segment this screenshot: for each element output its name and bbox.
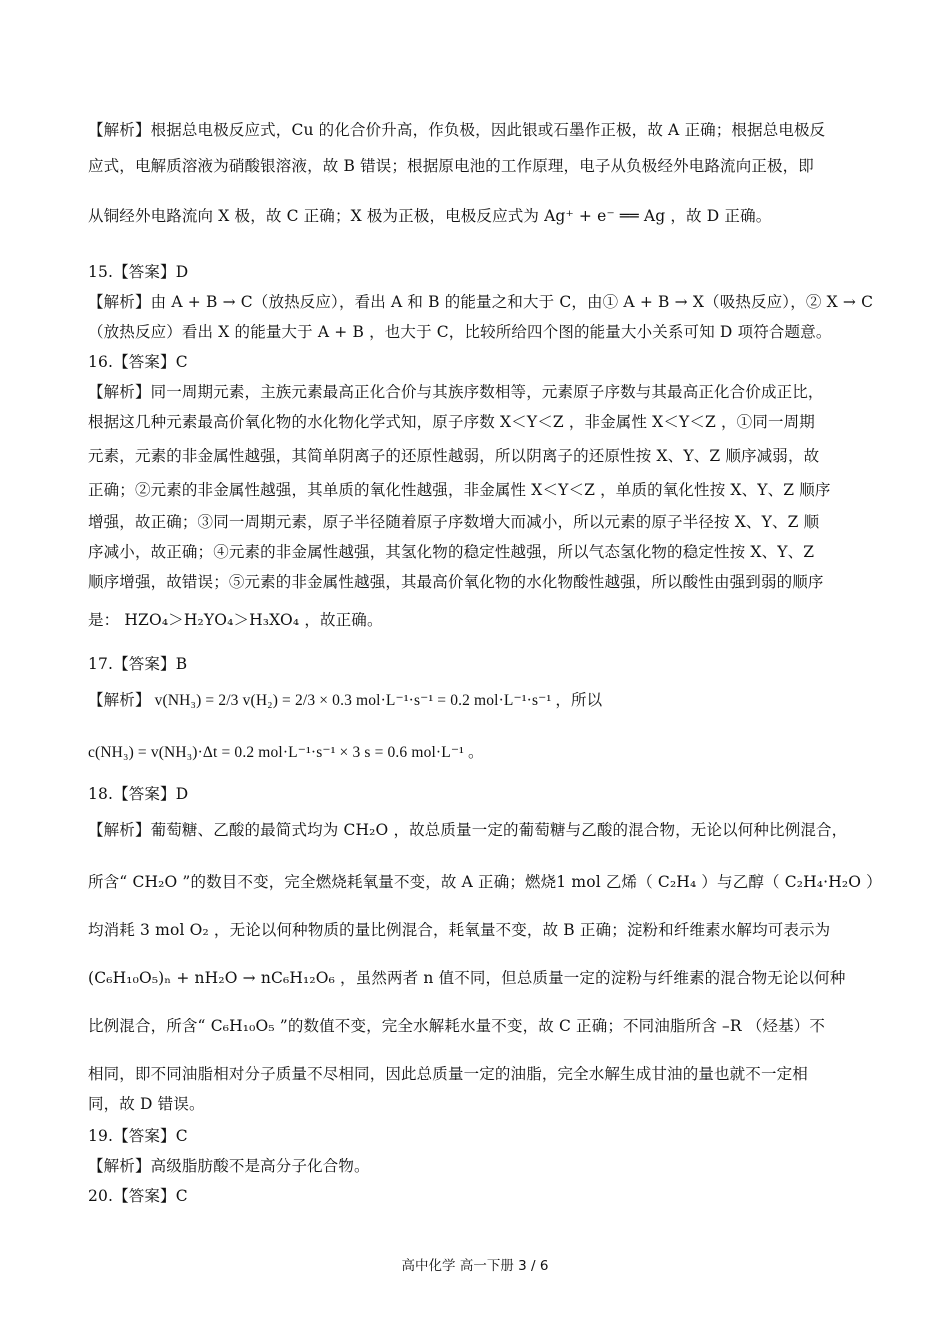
answer-18: 18.【答案】D xyxy=(88,785,189,803)
text-line: 增强，故正确；③同一周期元素，原子半径随着原子序数增大而减小，所以元素的原子半径按 X、Y、Z 顺 xyxy=(88,513,820,531)
answer-16: 16.【答案】C xyxy=(88,353,188,371)
text-line: 均消耗 3 mol O₂ ，无论以何种物质的量比例混合，耗氧量不变，故 B 正确；淀粉和纤维素水解均可表示为 xyxy=(88,921,831,939)
text-line: 应式，电解质溶液为硝酸银溶液，故 B 错误；根据原电池的工作原理，电子从负极经外电路流向正极，即 xyxy=(88,157,814,175)
text-line: 相同，即不同油脂相对分子质量不尽相同，因此总质量一定的油脂，完全水解生成甘油的量也就不一定相 xyxy=(88,1065,808,1083)
equation-concentration: c(NH₃) = v(NH₃)·Δt = 0.2 mol·L⁻¹·s⁻¹ × 3 s = 0.6 mol·L⁻¹ 。 xyxy=(88,744,484,761)
text-line: 是： HZO₄＞H₂YO₄＞H₃XO₄ ，故正确。 xyxy=(88,611,383,629)
text-line: 【解析】由 A + B → C（放热反应），看出 A 和 B 的能量之和大于 C，由① A + B → X（吸热反应），② X → C xyxy=(88,293,874,311)
text-line: 比例混合，所含“ C₆H₁₀O₅ ”的数值不变，完全水解耗水量不变，故 C 正确；不同油脂所含 –R （烃基）不 xyxy=(88,1017,826,1035)
text-line: 顺序增强，故错误；⑤元素的非金属性越强，其最高价氧化物的水化物酸性越强，所以酸性由强到弱的顺序 xyxy=(88,573,824,591)
answer-20: 20.【答案】C xyxy=(88,1187,188,1205)
text-line: 序减小，故正确；④元素的非金属性越强，其氢化物的稳定性越强，所以气态氢化物的稳定性按 X、Y、Z xyxy=(88,543,815,561)
text-line: 从铜经外电路流向 X 极，故 C 正确；X 极为正极，电极反应式为 Ag⁺ + e⁻ ══ Ag ，故 D 正确。 xyxy=(88,207,772,225)
answer-15: 15.【答案】D xyxy=(88,263,189,281)
equation-rate: 【解析】 v(NH₃) = 2/3 v(H₂) = 2/3 × 0.3 mol·L⁻¹·s⁻¹ = 0.2 mol·L⁻¹·s⁻¹ ，所以 xyxy=(88,692,603,709)
text-line: 【解析】同一周期元素，主族元素最高正化合价与其族序数相等，元素原子序数与其最高正化合价成正比， xyxy=(88,383,824,401)
text-line: (C₆H₁₀O₅)ₙ + nH₂O → nC₆H₁₂O₆ ，虽然两者 n 值不同，但总质量一定的淀粉与纤维素的混合物无论以何种 xyxy=(88,969,846,987)
text-line: 根据这几种元素最高价氧化物的水化物化学式知，原子序数 X＜Y＜Z ，非金属性 X＜Y＜Z ，①同一周期 xyxy=(88,413,815,431)
answer-17: 17.【答案】B xyxy=(88,655,188,673)
text-line: 【解析】高级脂肪酸不是高分子化合物。 xyxy=(88,1157,370,1175)
text-line: 【解析】根据总电极反应式，Cu 的化合价升高，作负极，因此银或石墨作正极，故 A 正确；根据总电极反 xyxy=(88,121,826,139)
text-line: 同，故 D 错误。 xyxy=(88,1095,205,1113)
text-line: 所含“ CH₂O ”的数目不变，完全燃烧耗氧量不变，故 A 正确；燃烧1 mol 乙烯（ C₂H₄ ）与乙醇（ C₂H₄·H₂O ） xyxy=(88,873,882,891)
text-line: 元素，元素的非金属性越强，其简单阴离子的还原性越弱，所以阴离子的还原性按 X、Y、Z 顺序减弱，故 xyxy=(88,447,820,465)
text-line: 正确；②元素的非金属性越强，其单质的氧化性越强，非金属性 X＜Y＜Z ，单质的氧化性按 X、Y、Z 顺序 xyxy=(88,481,831,499)
answer-19: 19.【答案】C xyxy=(88,1127,188,1145)
page-footer: 高中化学 高一下册 3 / 6 xyxy=(401,1258,549,1274)
text-line: （放热反应）看出 X 的能量大于 A + B ，也大于 C，比较所给四个图的能量大小关系可知 D 项符合题意。 xyxy=(88,323,832,341)
text-line: 【解析】葡萄糖、乙酸的最简式均为 CH₂O ，故总质量一定的葡萄糖与乙酸的混合物，无论以何种比例混合， xyxy=(88,821,848,839)
